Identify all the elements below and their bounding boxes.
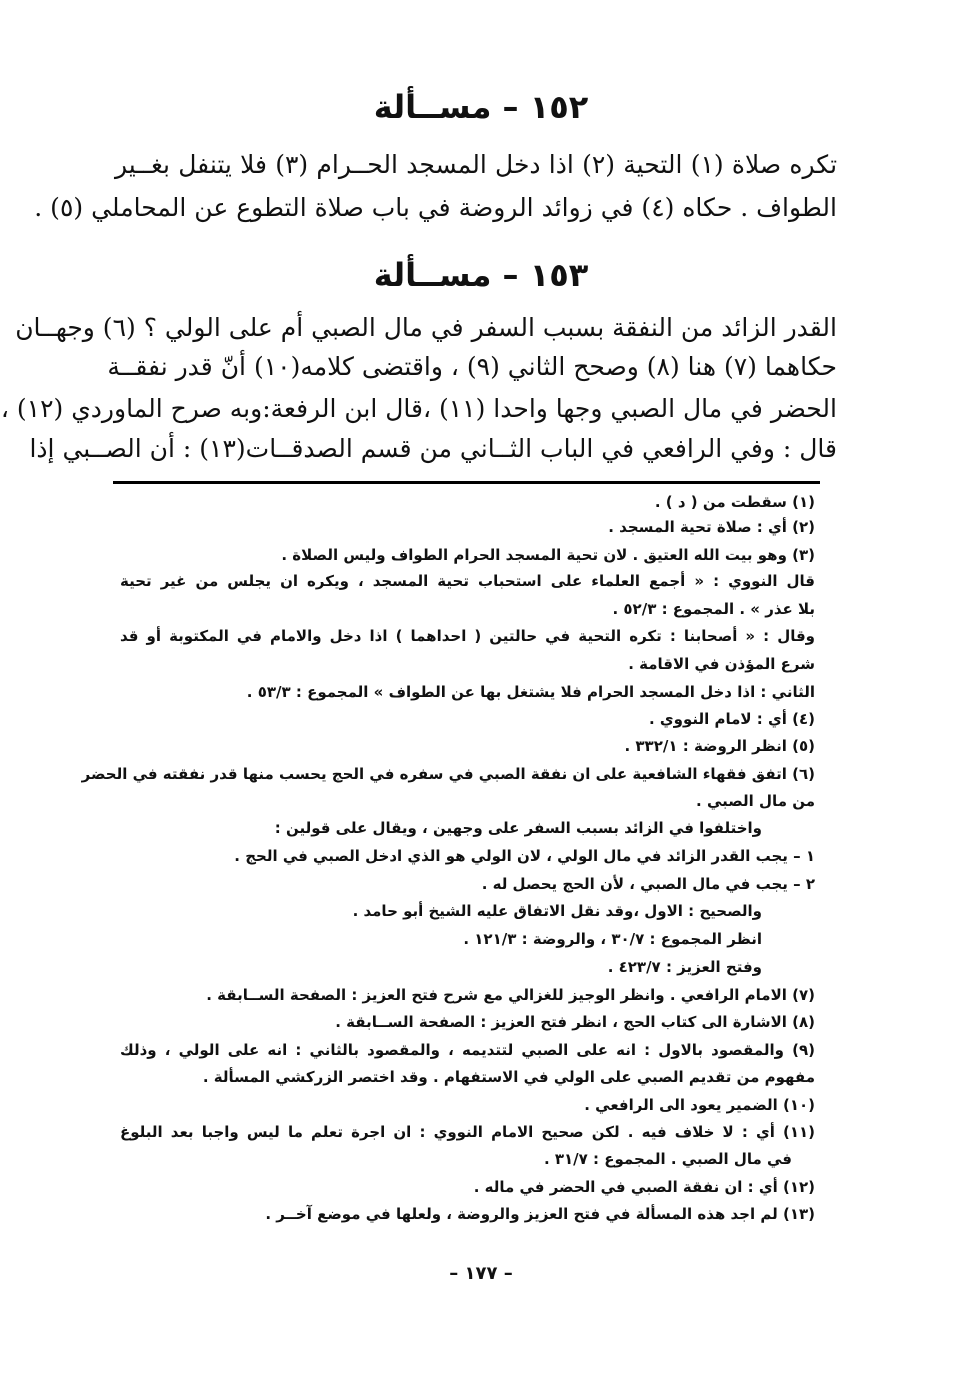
issue-153-line-1: القدر الزائد من النفقة بسبب السفر في مال الصبي أم على الولي ؟ (٦) وجهــان <box>15 313 837 342</box>
footnote-line: (٧) الامام الرافعي . وانظر الوجيز للغزالي مع شرح فتح العزيز : الصفحة الســابقة . <box>206 986 815 1004</box>
footnote-line: قال النووي : « أجمع العلماء على استحباب تحية المسجد ، ويكره ان يجلس من غير تحية <box>120 572 815 590</box>
issue-153-line-2: حكاهما (٧) هنا (٨) وصحح الثاني (٩) ، واقتضى كلامه(١٠) أنّ قدر نفقــة <box>107 352 837 381</box>
footnote-line: انظر المجموع : ٣٠/٧ ، والروضة : ١٢١/٣ . <box>463 930 762 948</box>
footnote-divider <box>113 481 820 484</box>
footnote-line: والصحيح : الاول ،وقد نقل الاتفاق عليه الشيخ أبو حامد . <box>352 902 762 920</box>
footnote-line: (٩) والمقصود بالاول : انه على الصبي لتتديمه ، والمقصود بالثاني : انه على الولي ، وذلك <box>120 1041 815 1059</box>
footnote-line: (٤) أي : لامام النووي . <box>648 710 815 728</box>
footnote-line: الثاني : اذا دخل المسجد الحرام فلا يشتغل بها عن الطواف » المجموع : ٥٣/٣ . <box>246 683 815 701</box>
footnote-line: (٥) انظر الروضة : ٣٣٢/١ . <box>624 737 815 755</box>
page-number: – ١٧٧ – <box>449 1263 513 1284</box>
footnote-line: من مال الصبي . <box>696 792 815 810</box>
footnote-line: بلا عذر » . المجموع : ٥٢/٣ . <box>612 600 815 618</box>
issue-153-heading: ١٥٣ – مســألة <box>373 256 589 294</box>
issue-153-line-3: الحضر في مال الصبي وجها واحدا (١١) ،قال ابن الرفعة:وبه صرح الماوردي (١٢) ، <box>0 394 837 423</box>
footnote-line: ٢ – يجب في مال الصبي ، لأن الحج يحصل له . <box>481 875 815 893</box>
footnote-line: في مال الصبي . المجموع : ٣١/٧ . <box>543 1150 792 1168</box>
footnote-line: (٣) وهو بيت الله العتيق . لان تحية المسجد الحرام الطواف وليس الصلاة . <box>281 546 815 564</box>
footnote-line: (٦) اتفق فقهاء الشافعية على ان نفقة الصبي في سفره في الحج يحسب منها قدر نفقته في الحضر <box>81 765 815 783</box>
footnote-line: (٨) الاشارة الى كتاب الحج ، انظر فتح العزيز : الصفحة الســابقة . <box>335 1013 815 1031</box>
footnote-line: شرع المؤذن في الاقامة . <box>628 655 815 673</box>
footnote-line: (١٠) الضمير يعود الى الرافعي . <box>584 1096 815 1114</box>
issue-153-line-4: قال : وفي الرافعي في الباب الثــاني من قسم الصدقــات(١٣) : أن الصــبي إذا <box>29 434 837 463</box>
footnote-line: (١٣) لم اجد هذه المسألة في فتح العزيز والروضة ، ولعلها في موضع آخــر . <box>265 1205 815 1223</box>
footnote-line: (١١) أي : لا خلاف فيه . لكن صحيح الامام النووي : ان اجرة تعلم ما ليس واجبا بعد البلوغ <box>120 1123 815 1141</box>
footnote-line: (١) سقطت من ( د ) . <box>654 493 815 511</box>
footnote-line: (١٢) أي : ان نفقة الصبي في الحضر في ماله . <box>473 1178 815 1196</box>
footnote-line: وفتح العزيز : ٤٢٣/٧ . <box>607 958 762 976</box>
issue-152-line-1: تكره صلاة (١) التحية (٢) اذا دخل المسجد الحــرام (٣) فلا يتنفل بغــير <box>115 150 838 179</box>
issue-152-line-2: الطواف . حكاه (٤) في زوائد الروضة في باب صلاة التطوع عن المحاملي (٥) . <box>34 193 837 222</box>
footnote-line: (٢) أي : صلاة تحية المسجد . <box>608 518 815 536</box>
footnote-line: ١ – يجب القدر الزائد في مال الولي ، لان الولي هو الذي ادخل الصبي في الحج . <box>234 847 815 865</box>
footnote-line: واختلفوا في الزائد بسبب السفر على وجهين ، ويقال على قولين : <box>274 819 762 837</box>
footnote-line: وقال : « أصحابنا : تكره التحية في حالتين ( احداهما ) اذا دخل والامام في المكتوبة أو قد <box>120 627 815 645</box>
issue-152-heading: ١٥٢ – مســألة <box>373 88 589 126</box>
footnote-line: مفهوم من تقديم الصبي على الولي في الاستفهام . وقد اختصر الزركشي المسألة . <box>202 1068 815 1086</box>
